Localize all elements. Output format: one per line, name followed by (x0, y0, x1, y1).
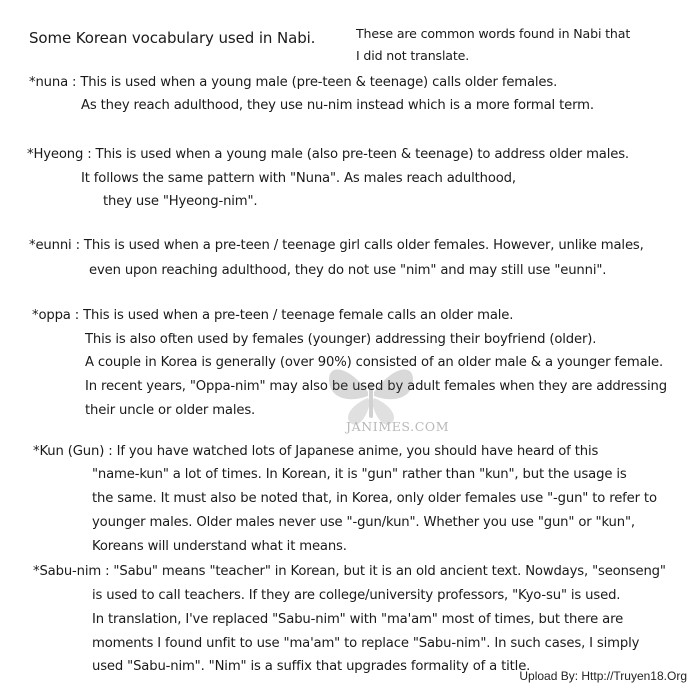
sabu-nim-definition-line: moments I found unfit to use "ma'am" to replace "Sabu-nim". In such cases, I simply (92, 636, 640, 651)
kun-definition-line: "name-kun" a lot of times. In Korean, it is "gun" rather than "kun", but the usage is (92, 467, 627, 482)
hyeong-definition-line: they use "Hyeong-nim". (103, 194, 258, 209)
nuna-definition-line: As they reach adulthood, they use nu-nim instead which is a more formal term. (81, 98, 594, 113)
oppa-definition-line: A couple in Korea is generally (over 90%) consisted of an older male & a younger female. (85, 355, 664, 370)
sabu-nim-definition-line: used "Sabu-nim". "Nim" is a suffix that upgrades formality of a title. (92, 659, 531, 674)
eunni-definition-line: even upon reaching adulthood, they do not use "nim" and may still use "eunni". (89, 263, 607, 278)
hyeong-definition-line: *Hyeong : This is used when a young male (also pre-teen & teenage) to address older males. (27, 147, 629, 162)
kun-definition-line: Koreans will understand what it means. (92, 539, 347, 554)
kun-definition-line: the same. It must also be noted that, in Korea, only older females use "-gun" to refer to (92, 491, 657, 506)
sabu-nim-definition-line: *Sabu-nim : "Sabu" means "teacher" in Korean, but it is an old ancient text. Nowdays, "seonseng" (33, 564, 666, 579)
watermark-text: JANIMES.COM (346, 419, 450, 434)
oppa-definition-line: *oppa : This is used when a pre-teen / teenage female calls an older male. (32, 308, 514, 323)
header-note-line-2: I did not translate. (356, 48, 470, 63)
sabu-nim-definition-line: In translation, I've replaced "Sabu-nim" with "ma'am" most of times, but there are (92, 612, 624, 627)
page-title: Some Korean vocabulary used in Nabi. (29, 29, 316, 47)
oppa-definition-line: In recent years, "Oppa-nim" may also be used by adult females when they are addressing (85, 379, 667, 394)
sabu-nim-definition-line: is used to call teachers. If they are college/university professors, "Kyo-su" is used. (92, 588, 621, 603)
upload-credit: Upload By: Http://Truyen18.Org (519, 669, 687, 683)
eunni-definition-line: *eunni : This is used when a pre-teen / teenage girl calls older females. However, unlike males, (29, 238, 644, 253)
hyeong-definition-line: It follows the same pattern with "Nuna". As males reach adulthood, (81, 171, 516, 186)
kun-definition-line: *Kun (Gun) : If you have watched lots of Japanese anime, you should have heard of this (33, 444, 599, 459)
oppa-definition-line: This is also often used by females (younger) addressing their boyfriend (older). (85, 332, 597, 347)
nuna-definition-line: *nuna : This is used when a young male (pre-teen & teenage) calls older females. (29, 75, 558, 90)
kun-definition-line: younger males. Older males never use "-gun/kun". Whether you use "gun" or "kun", (92, 515, 635, 530)
header-note-line-1: These are common words found in Nabi that (356, 26, 631, 41)
oppa-definition-line: their uncle or older males. (85, 403, 256, 418)
